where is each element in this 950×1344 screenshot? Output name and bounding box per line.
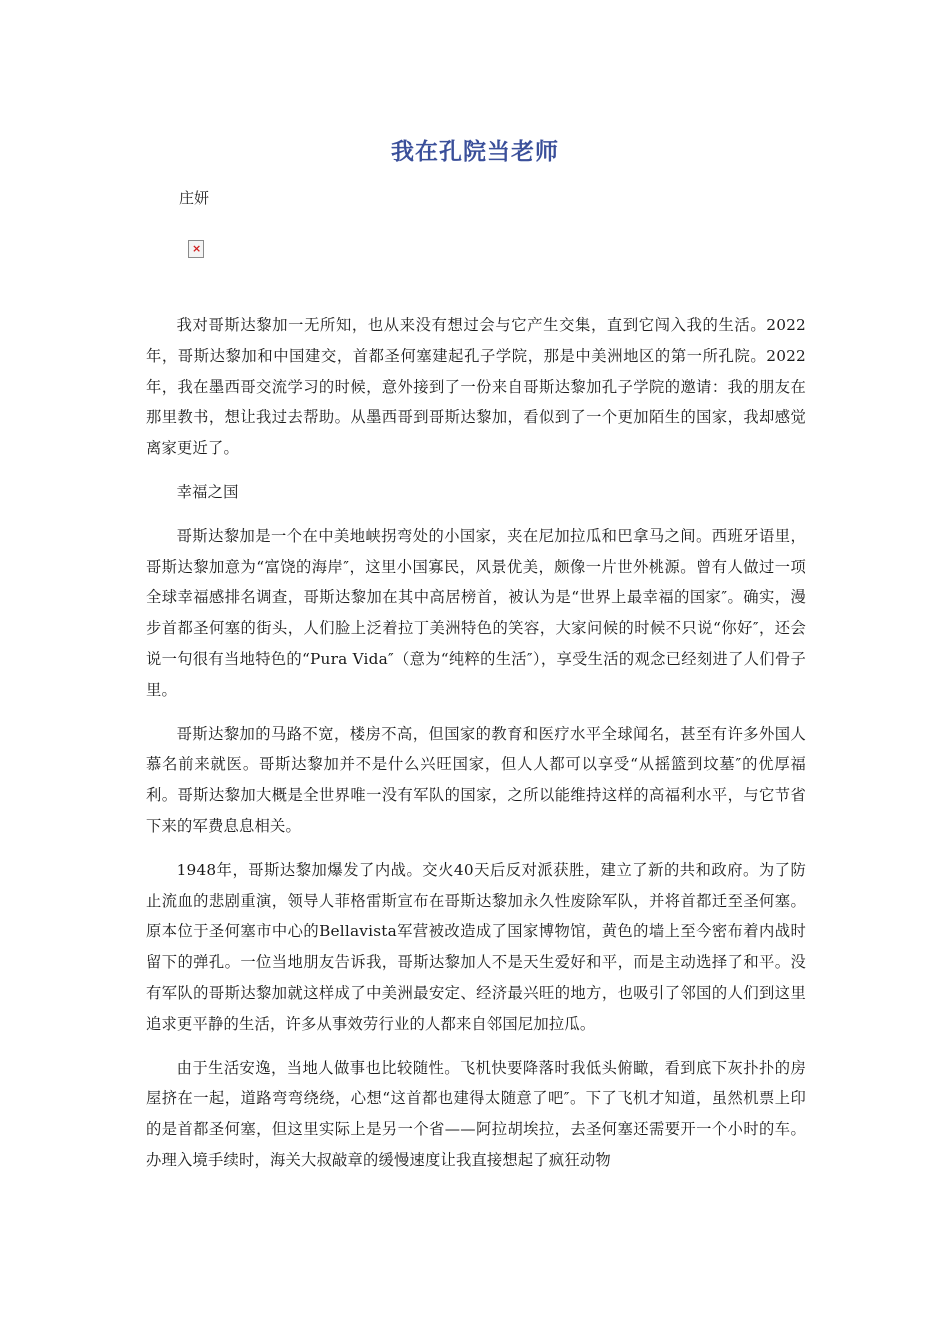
image-placeholder-mark: × — [192, 242, 202, 255]
paragraph-intro: 我对哥斯达黎加一无所知，也从来没有想过会与它产生交集，直到它闯入我的生活。2022年，哥斯达黎加和中国建交，首都圣何塞建起孔子学院，那是中美洲地区的第一所孔院。2022年，我在墨西哥交流学习的时候，意外接到了一份来自哥斯达黎加孔子学院的邀请：我的朋友在那里教书，想让我过去帮助。从墨西哥到哥斯达黎加，看似到了一个更加陌生的国家，我却感觉离家更近了。 — [146, 316, 806, 458]
paragraph-arrival: 由于生活安逸，当地人做事也比较随性。飞机快要降落时我低头俯瞰，看到底下灰扑扑的房屋挤在一起，道路弯弯绕绕，心想“这首都也建得太随意了吧″。下了飞机才知道，虽然机票上印的是首都圣何塞，但这里实际上是另一个省——阿拉胡埃拉，去圣何塞还需要开一个小时的车。办理入境手续时，海关大叔敲章的缓慢速度让我直接想起了疯狂动物 — [146, 1058, 806, 1169]
article-author: 庄妍 — [179, 189, 210, 207]
section-heading: 幸福之国 — [176, 482, 239, 501]
article-body — [146, 310, 806, 1189]
article-title: 我在孔院当老师 — [391, 139, 559, 165]
paragraph-happy-country: 哥斯达黎加是一个在中美地峡拐弯处的小国家，夹在尼加拉瓜和巴拿马之间。西班牙语里，哥斯达黎加意为“富饶的海岸″，这里小国寡民，风景优美，颇像一片世外桃源。曾有人做过一项全球幸福感排名调查，哥斯达黎加在其中高居榜首，被认为是“世界上最幸福的国家″。确实，漫步首都圣何塞的街头，人们脸上泛着拉丁美洲特色的笑容，大家问候的时候不只说“你好″，还会说一句很有当地特色的“Pura Vida″（意为“纯粹的生活″），享受生活的观念已经刻进了人们骨子里。 — [146, 526, 806, 699]
broken-image-icon — [188, 240, 204, 258]
paragraph-history: 1948年，哥斯达黎加爆发了内战。交火40天后反对派获胜，建立了新的共和政府。为了防止流血的悲剧重演，领导人菲格雷斯宣布在哥斯达黎加永久性废除军队，并将首都迁至圣何塞。原本位于圣何塞市中心的Bellavista军营被改造成了国家博物馆，黄色的墙上至今密布着内战时留下的弹孔。一位当地朋友告诉我，哥斯达黎加人不是天生爱好和平，而是主动选择了和平。没有军队的哥斯达黎加就这样成了中美洲最安定、经济最兴旺的地方，也吸引了邻国的人们到这里追求更平静的生活，许多从事效劳行业的人都来自邻国尼加拉瓜。 — [146, 860, 806, 1033]
paragraph-welfare: 哥斯达黎加的马路不宽，楼房不高，但国家的教育和医疗水平全球闻名，甚至有许多外国人慕名前来就医。哥斯达黎加并不是什么兴旺国家，但人人都可以享受“从摇篮到坟墓″的优厚福利。哥斯达黎加大概是全世界唯一没有军队的国家，之所以能维持这样的高福利水平，与它节省下来的军费息息相关。 — [146, 724, 806, 835]
